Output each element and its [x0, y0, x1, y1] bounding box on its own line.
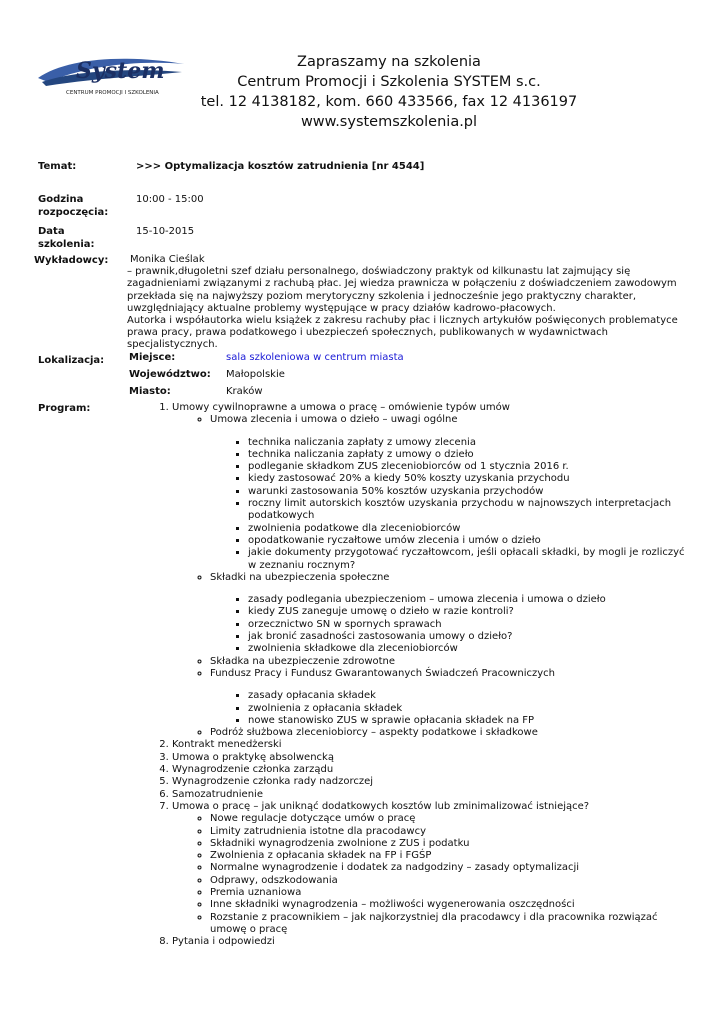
header-contact: tel. 12 4138182, kom. 660 433566, fax 12 4136197: [200, 94, 578, 110]
list-item: ◦ Składka na ubezpieczenie zdrowotne: [210, 656, 695, 668]
list-item: ◦ Premia uznaniowa: [210, 887, 695, 899]
list-item: ▪ jakie dokumenty przygotować ryczałtowcom, jeśli opłacali składki, by mogli je rozliczyć w zeznaniu rocznym?: [248, 547, 695, 572]
region-value: Małopolskie: [226, 369, 285, 380]
lecturer-bio: – prawnik,długoletni szef działu personalnego, doświadczony praktyk od kilkunastu lat zajmujący się zagadnieniami związanymi z rachubą płac. Jej wiedza prawnicza w połączeniu z doświadczeniem zawodowym przekłada się na najwyższy poziom merytoryczny szkolenia i jednocześnie jego praktyczny charakter, uwzględniający aktualne problemy występujące w pracy działów kadrowo-płacowych.: [127, 266, 677, 314]
location-place-row: [129, 351, 404, 364]
list-item: ▪ warunki zastosowania 50% kosztów uzyskania przychodów: [248, 486, 695, 498]
lecturer-label: Wykładowcy:: [34, 255, 109, 266]
bullet-list: [210, 437, 695, 572]
date-label-line2: szkolenia:: [38, 239, 95, 250]
list-item: [172, 402, 695, 739]
program-sub-list: [172, 414, 695, 739]
list-item: ◦ Limity zatrudnienia istotne dla pracodawcy: [210, 826, 695, 838]
bullet-list: [210, 690, 695, 727]
list-item: ▪ zwolnienia podatkowe dla zleceniobiorców: [248, 523, 695, 535]
list-item: ◦ Zwolnienia z opłacania składek na FP i FGŚP: [210, 850, 695, 862]
date-label-line1: Data: [38, 226, 65, 237]
list-item: [210, 414, 695, 572]
list-item: 4. Wynagrodzenie członka zarządu: [172, 764, 695, 776]
city-key: Miasto:: [129, 386, 171, 397]
city-value: Kraków: [226, 386, 263, 397]
list-item: 2. Kontrakt menedżerski: [172, 739, 695, 751]
list-item: 5. Wynagrodzenie członka rady nadzorczej: [172, 776, 695, 788]
time-value: 10:00 - 15:00: [136, 194, 204, 205]
topic-label: Temat:: [38, 161, 77, 172]
bullet-list: [210, 594, 695, 655]
time-label-line2: rozpoczęcia:: [38, 207, 109, 218]
list-item: [172, 801, 695, 936]
program-label: Program:: [38, 403, 91, 414]
list-item: ◦ Nowe regulacje dotyczące umów o pracę: [210, 813, 695, 825]
lecturer-name: Monika Cieślak: [130, 254, 205, 265]
list-item: ▪ technika naliczania zapłaty z umowy o dzieło: [248, 449, 695, 461]
date-value: 15-10-2015: [136, 226, 195, 237]
list-item: ▪ roczny limit autorskich kosztów uzyskania przychodu w najnowszych interpretacjach podatkowych: [248, 498, 695, 523]
page-header: [180, 52, 598, 132]
program-list: [150, 402, 695, 948]
region-key: Województwo:: [129, 369, 211, 380]
date-label: [38, 225, 95, 251]
list-item: ◦ Inne składniki wynagrodzenia – możliwości wygenerowania oszczędności: [210, 899, 695, 911]
lecturer-info: [127, 254, 692, 352]
list-item: ▪ jak bronić zasadności zastosowania umowy o dzieło?: [248, 631, 695, 643]
company-logo: [36, 52, 186, 98]
list-item: ▪ opodatkowanie ryczałtowe umów zlecenia i umów o dzieło: [248, 535, 695, 547]
lecturer-publications: Autorka i współautorka wielu książek z zakresu rachuby płac i licznych artykułów poświęconych problematyce prawa pracy, prawa podatkowego i ubezpieczeń społecznych, publikowanych w wydawnictwach specjalistycznych.: [127, 315, 678, 351]
sub-item-text: Umowa zlecenia i umowa o dzieło – uwagi ogólne: [210, 414, 458, 426]
location-region-row: [129, 368, 285, 381]
place-key: Miejsce:: [129, 352, 176, 363]
list-item: 3. Umowa o praktykę absolwencką: [172, 752, 695, 764]
list-item: ▪ podleganie składkom ZUS zleceniobiorców od 1 stycznia 2016 r.: [248, 461, 695, 473]
list-item: ▪ zwolnienia z opłacania składek: [248, 703, 695, 715]
sub-item-text: Fundusz Pracy i Fundusz Gwarantowanych Świadczeń Pracowniczych: [210, 667, 556, 679]
program-item-text: Umowy cywilnoprawne a umowa o pracę – omówienie typów umów: [172, 402, 510, 413]
logo-tagline: CENTRUM PROMOCJI I SZKOLENIA: [66, 90, 159, 96]
header-company: Centrum Promocji i Szkolenia SYSTEM s.c.: [237, 74, 541, 90]
list-item: [210, 572, 695, 656]
list-item: ▪ kiedy zastosować 20% a kiedy 50% koszty uzyskania przychodu: [248, 473, 695, 485]
location-label: Lokalizacja:: [38, 355, 105, 366]
list-item: ▪ orzecznictwo SN w spornych sprawach: [248, 619, 695, 631]
list-item: ◦ Normalne wynagrodzenie i dodatek za nadgodziny – zasady optymalizacji: [210, 862, 695, 874]
topic-value: >>> Optymalizacja kosztów zatrudnienia [nr 4544]: [136, 161, 425, 172]
list-item: ◦ Podróż służbowa zleceniobiorcy – aspekty podatkowe i składkowe: [210, 727, 695, 739]
list-item: 8. Pytania i odpowiedzi: [172, 936, 695, 948]
list-item: ◦ Rozstanie z pracownikiem – jak najkorzystniej dla pracodawcy i dla pracownika rozwiązać umowę o pracę: [210, 912, 695, 937]
list-item: ▪ technika naliczania zapłaty z umowy zlecenia: [248, 437, 695, 449]
time-label: [38, 193, 108, 219]
program-sub-list: [172, 813, 695, 936]
logo-word: System: [76, 58, 165, 84]
list-item: ◦ Składniki wynagrodzenia zwolnione z ZUS i podatku: [210, 838, 695, 850]
location-city-row: [129, 385, 263, 398]
time-label-line1: Godzina: [38, 194, 84, 205]
sub-item-text: Składki na ubezpieczenia społeczne: [210, 571, 390, 583]
list-item: ◦ Odprawy, odszkodowania: [210, 875, 695, 887]
list-item: 6. Samozatrudnienie: [172, 789, 695, 801]
system-logo-icon: [36, 52, 186, 98]
list-item: ▪ nowe stanowisko ZUS w sprawie opłacania składek na FP: [248, 715, 695, 727]
header-website[interactable]: www.systemszkolenia.pl: [300, 114, 478, 130]
program-item-text: Umowa o pracę – jak uniknąć dodatkowych kosztów lub zminimalizować istniejące?: [172, 800, 590, 812]
list-item: ▪ zasady podlegania ubezpieczeniom – umowa zlecenia i umowa o dzieło: [248, 594, 695, 606]
place-link[interactable]: sala szkoleniowa w centrum miasta: [226, 352, 404, 363]
list-item: [210, 668, 695, 727]
header-invite: Zapraszamy na szkolenia: [297, 54, 481, 70]
list-item: ▪ zasady opłacania składek: [248, 690, 695, 702]
program-main-list: [150, 402, 695, 948]
list-item: ▪ zwolnienia składkowe dla zleceniobiorców: [248, 643, 695, 655]
list-item: ▪ kiedy ZUS zaneguje umowę o dzieło w razie kontroli?: [248, 606, 695, 618]
